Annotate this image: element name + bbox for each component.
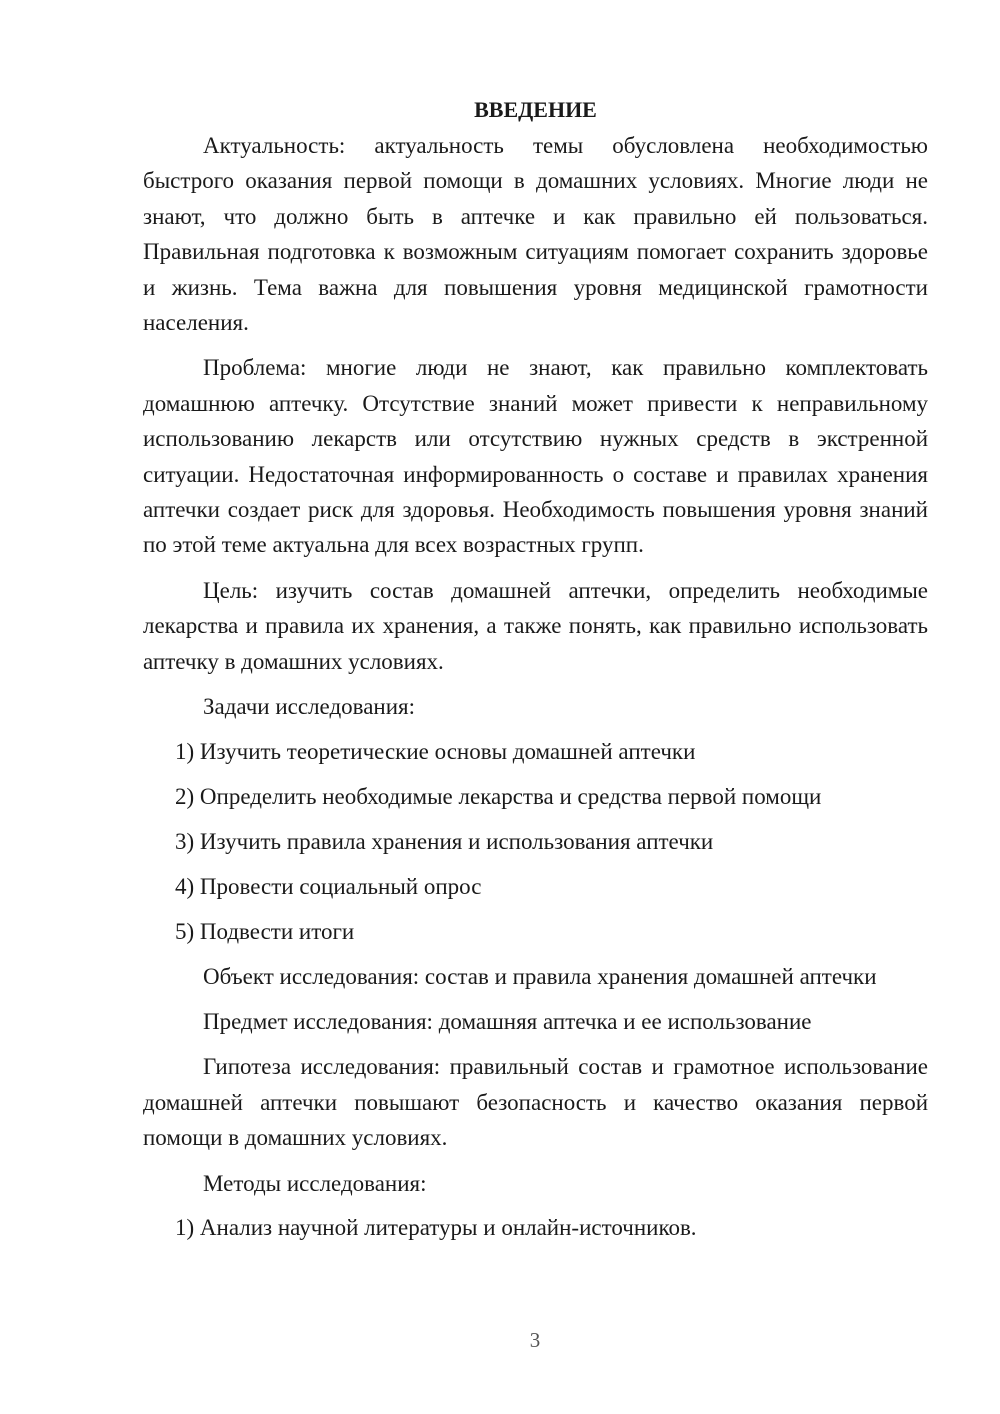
list-item: 1) Анализ научной литературы и онлайн-источников. [175, 1215, 697, 1241]
section-heading: ВВЕДЕНИЕ [474, 97, 597, 122]
list-item: 2) Определить необходимые лекарства и средства первой помощи [175, 783, 822, 809]
page-content [143, 92, 928, 1255]
list-item: 3) Изучить правила хранения и использования аптечки [175, 828, 714, 854]
subject-paragraph: Предмет исследования: домашняя аптечка и ее использование [203, 1008, 812, 1034]
tasks-list [143, 734, 928, 949]
hypothesis-paragraph: Гипотеза исследования: правильный состав и грамотное использование домашней аптечки повышают безопасность и качество оказания первой помощи в домашних условиях. [143, 1054, 928, 1151]
problem-paragraph: Проблема: многие люди не знают, как правильно комплектовать домашнюю аптечку. Отсутствие знаний может привести к неправильному использованию лекарств или отсутствию нужных средств в экстренной ситуации. Недостаточная информированность о составе и правилах хранения аптечки создает риск для здоровья. Необходимость повышения уровня знаний по этой теме актуальна для всех возрастных групп. [143, 355, 928, 558]
page-number: 3 [529, 1328, 541, 1352]
relevance-paragraph: Актуальность: актуальность темы обусловлена необходимостью быстрого оказания первой помощи в домашних условиях. Многие люди не знают, что должно быть в аптечке и как правильно ей пользоваться. Правильная подготовка к возможным ситуациям помогает сохранить здоровье и жизнь. Тема важна для повышения уровня медицинской грамотности населения. [143, 133, 928, 336]
tasks-title: Задачи исследования: [203, 694, 416, 720]
methods-list [143, 1210, 928, 1245]
object-paragraph: Объект исследования: состав и правила хранения домашней аптечки [203, 963, 877, 989]
list-item: 4) Провести социальный опрос [175, 873, 482, 899]
list-item: 1) Изучить теоретические основы домашней аптечки [175, 739, 696, 764]
methods-title: Методы исследования: [203, 1170, 427, 1196]
goal-paragraph: Цель: изучить состав домашней аптечки, определить необходимые лекарства и правила их хранения, а также понять, как правильно использовать аптечку в домашних условиях. [143, 577, 928, 674]
list-item: 5) Подвести итоги [175, 918, 355, 944]
